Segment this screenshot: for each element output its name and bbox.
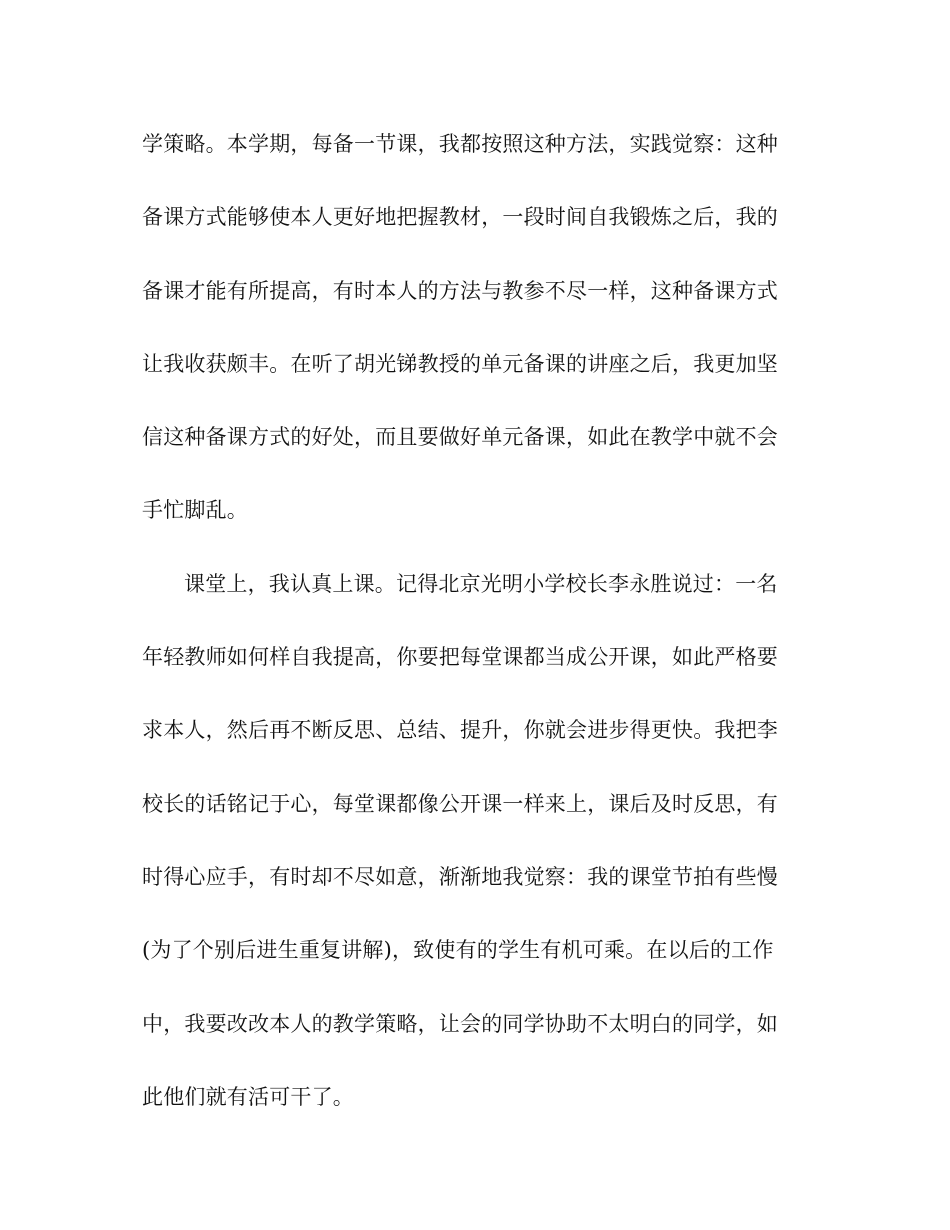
- paragraph-start-line: 课堂上，我认真上课。记得北京光明小学校长李永胜说过：一名: [184, 571, 778, 596]
- text-line: 年轻教师如何样自我提高，你要把每堂课都当成公开课，如此严格要: [142, 645, 778, 670]
- body-text: [142, 122, 802, 1148]
- text-line: (为了个别后进生重复讲解)，致使有的学生有机可乘。在以后的工作: [142, 938, 774, 963]
- text-line: 求本人，然后再不断反思、总结、提升，你就会进步得更快。我把李: [142, 718, 778, 743]
- text-line: 学策略。本学期，每备一节课，我都按照这种方法，实践觉察：这种: [142, 132, 778, 156]
- text-line: 时得心应手，有时却不尽如意，渐渐地我觉察：我的课堂节拍有些慢: [142, 864, 778, 889]
- text-line: 中，我要改改本人的教学策略，让会的同学协助不太明白的同学，如: [142, 1011, 778, 1036]
- text-line: 备课方式能够使本人更好地把握教材，一段时间自我锻炼之后，我的: [142, 205, 778, 230]
- text-line: 手忙脚乱。: [142, 498, 248, 523]
- text-line: 信这种备课方式的好处，而且要做好单元备课，如此在教学中就不会: [142, 425, 778, 450]
- text-line: 校长的话铭记于心，每堂课都像公开课一样来上，课后及时反思，有: [142, 791, 778, 816]
- text-line: 备课才能有所提高，有时本人的方法与教参不尽一样，这种备课方式: [142, 278, 778, 303]
- text-line: 让我收获颇丰。在听了胡光锑教授的单元备课的讲座之后，我更加坚: [142, 351, 778, 376]
- text-line: 此他们就有活可干了。: [142, 1084, 354, 1109]
